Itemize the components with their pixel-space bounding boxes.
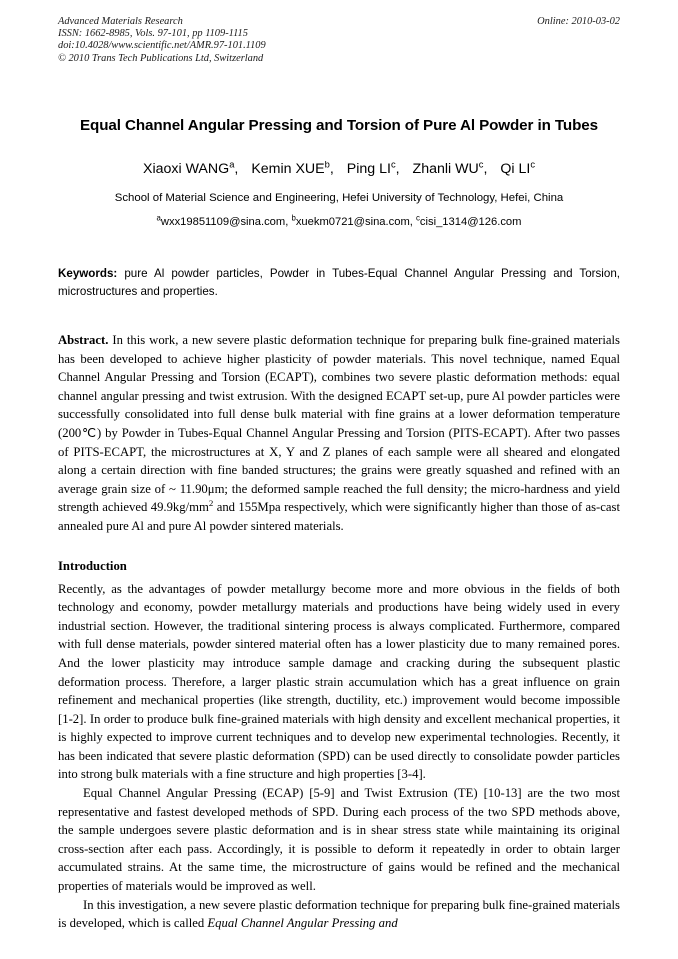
email-separator: , [409, 215, 413, 228]
email-mark: b [291, 213, 296, 223]
introduction-paragraph-3 [58, 896, 620, 933]
author-name: Xiaoxi WANG [142, 160, 230, 177]
author-list [58, 160, 620, 178]
email-mark: c [416, 213, 420, 223]
keywords-text: pure Al powder particles, Powder in Tubes-Equal Channel Angular Pressing and Torsion, microstructures and properties. [58, 266, 620, 299]
abstract-text-part-2: and 155Mpa respectively, which were significantly higher than those of as-cast annealed pure Al and pure Al powder sintered materials. [58, 500, 620, 533]
author-name: Ping LI [346, 160, 391, 177]
section-heading-introduction: Introduction [58, 558, 127, 573]
email-mark: a [156, 213, 161, 223]
introduction-paragraph-1: Recently, as the advantages of powder metallurgy become more and more obvious in the fields of both technology and economy, powder metallurgy materials and productions have being widely used in every industrial section. However, the traditional sintering process is always complicated. Furthermore, compared with full dense materials, powder sintered material often has a lower plasticity due to many remained pores. And the lower plasticity may introduce sample damage and cracking during the subsequent plastic deformation process. Therefore, a larger plastic strain accumulation which has a great influence on grain refinement and mechanical properties (like strength, ductility, etc.) improvement would become impossible [1-2]. In order to produce bulk fine-grained materials with high density and excellent mechanical properties, it is highly expected to improve current techniques and to develop new experimental technologies. Recently, it has been indicated that severe plastic deformation (SPD) can be used directly to consolidate powder particles into strong bulk materials with a fine structure and high properties [3-4]. [58, 581, 620, 782]
doi-line: doi:10.4028/www.scientific.net/AMR.97-101.1109 [58, 40, 266, 52]
email-line [58, 215, 620, 230]
abstract-label: Abstract. [58, 333, 109, 347]
author-entry [347, 161, 400, 177]
keywords-block [58, 265, 620, 302]
author-separator: , [395, 160, 400, 177]
introduction-paragraph-2: Equal Channel Angular Pressing (ECAP) [5-9] and Twist Extrusion (TE) [10-13] are the two most representative and fastest developed methods of SPD. During each process of the two SPD methods above, the sample undergoes severe plastic deformation and is in shear stress state while maintaining its original cross-section after each pass. Accordingly, it is possible to deform it repeatedly in order to obtain larger accumulated strains. At the same time, the microstructure of gains would be refined and the mechanical properties of materials would be improved as well. [58, 786, 620, 894]
author-affiliation-mark: c [478, 159, 484, 170]
author-affiliation-mark: b [324, 159, 330, 170]
email-separator: , [285, 215, 289, 228]
email-address: wxx19851109@sina.com [160, 215, 286, 228]
author-affiliation-mark: c [530, 159, 536, 170]
journal-name: Advanced Materials Research [58, 16, 183, 27]
author-separator: , [483, 160, 488, 177]
technique-name-italic: Equal Channel Angular Pressing and [207, 916, 398, 931]
issn-line: ISSN: 1662-8985, Vols. 97-101, pp 1109-1115 [58, 28, 248, 40]
author-affiliation-mark: a [229, 159, 235, 170]
page-title: Equal Channel Angular Pressing and Torsion of Pure Al Powder in Tubes [80, 116, 598, 134]
author-separator: , [329, 160, 334, 177]
email-address: xuekm0721@sina.com [295, 215, 410, 228]
abstract-text-part-1: In this work, a new severe plastic deformation technique for preparing bulk fine-grained materials has been developed to achieve higher plasticity of powder materials. This novel technique, named Equal Channel Angular Pressing and Torsion (ECAPT), combines two severe plastic deformation methods: equal channel angular pressing and twist extrusion. With the designed ECAPT set-up, pure Al powder particles were successfully consolidated into full dense bulk material with fine grains at a lower deformation temperature (200℃) by Powder in Tubes-Equal Channel Angular Pressing and Torsion (PITS-ECAPT). After two passes of PITS-ECAPT, the microstructures at X, Y and Z planes of each sample were all sheared and elongated along a certain direction with fine banded structures; the grains were greatly squashed and refined with an average grain size of ~ 11.90μm; the deformed sample reached the full density; the micro-hardness and yield strength achieved 49.9kg/mm [58, 333, 620, 515]
author-entry [413, 161, 488, 177]
author-name: Qi LI [500, 160, 531, 177]
author-entry [500, 161, 535, 177]
author-name: Zhanli WU [412, 160, 479, 177]
author-entry [251, 161, 334, 177]
copyright-line: © 2010 Trans Tech Publications Ltd, Switzerland [58, 52, 264, 64]
author-affiliation-mark: c [390, 159, 396, 170]
keywords-label: Keywords: [58, 266, 118, 280]
author-separator: , [234, 160, 239, 177]
abstract-superscript: 2 [208, 498, 214, 509]
author-name: Kemin XUE [251, 160, 325, 177]
journal-masthead [58, 16, 620, 65]
affiliation-line: School of Material Science and Engineering, Hefei University of Technology, Hefei, China [114, 191, 564, 204]
online-date: Online: 2010-03-02 [537, 16, 620, 27]
email-address: cisi_1314@126.com [419, 215, 522, 228]
author-entry [143, 161, 238, 177]
page-content [58, 16, 620, 933]
abstract-block [58, 331, 620, 536]
introduction-paragraph-3-text: In this investigation, a new severe plastic deformation technique for preparing bulk fine-grained materials is developed, which is called [58, 897, 620, 931]
